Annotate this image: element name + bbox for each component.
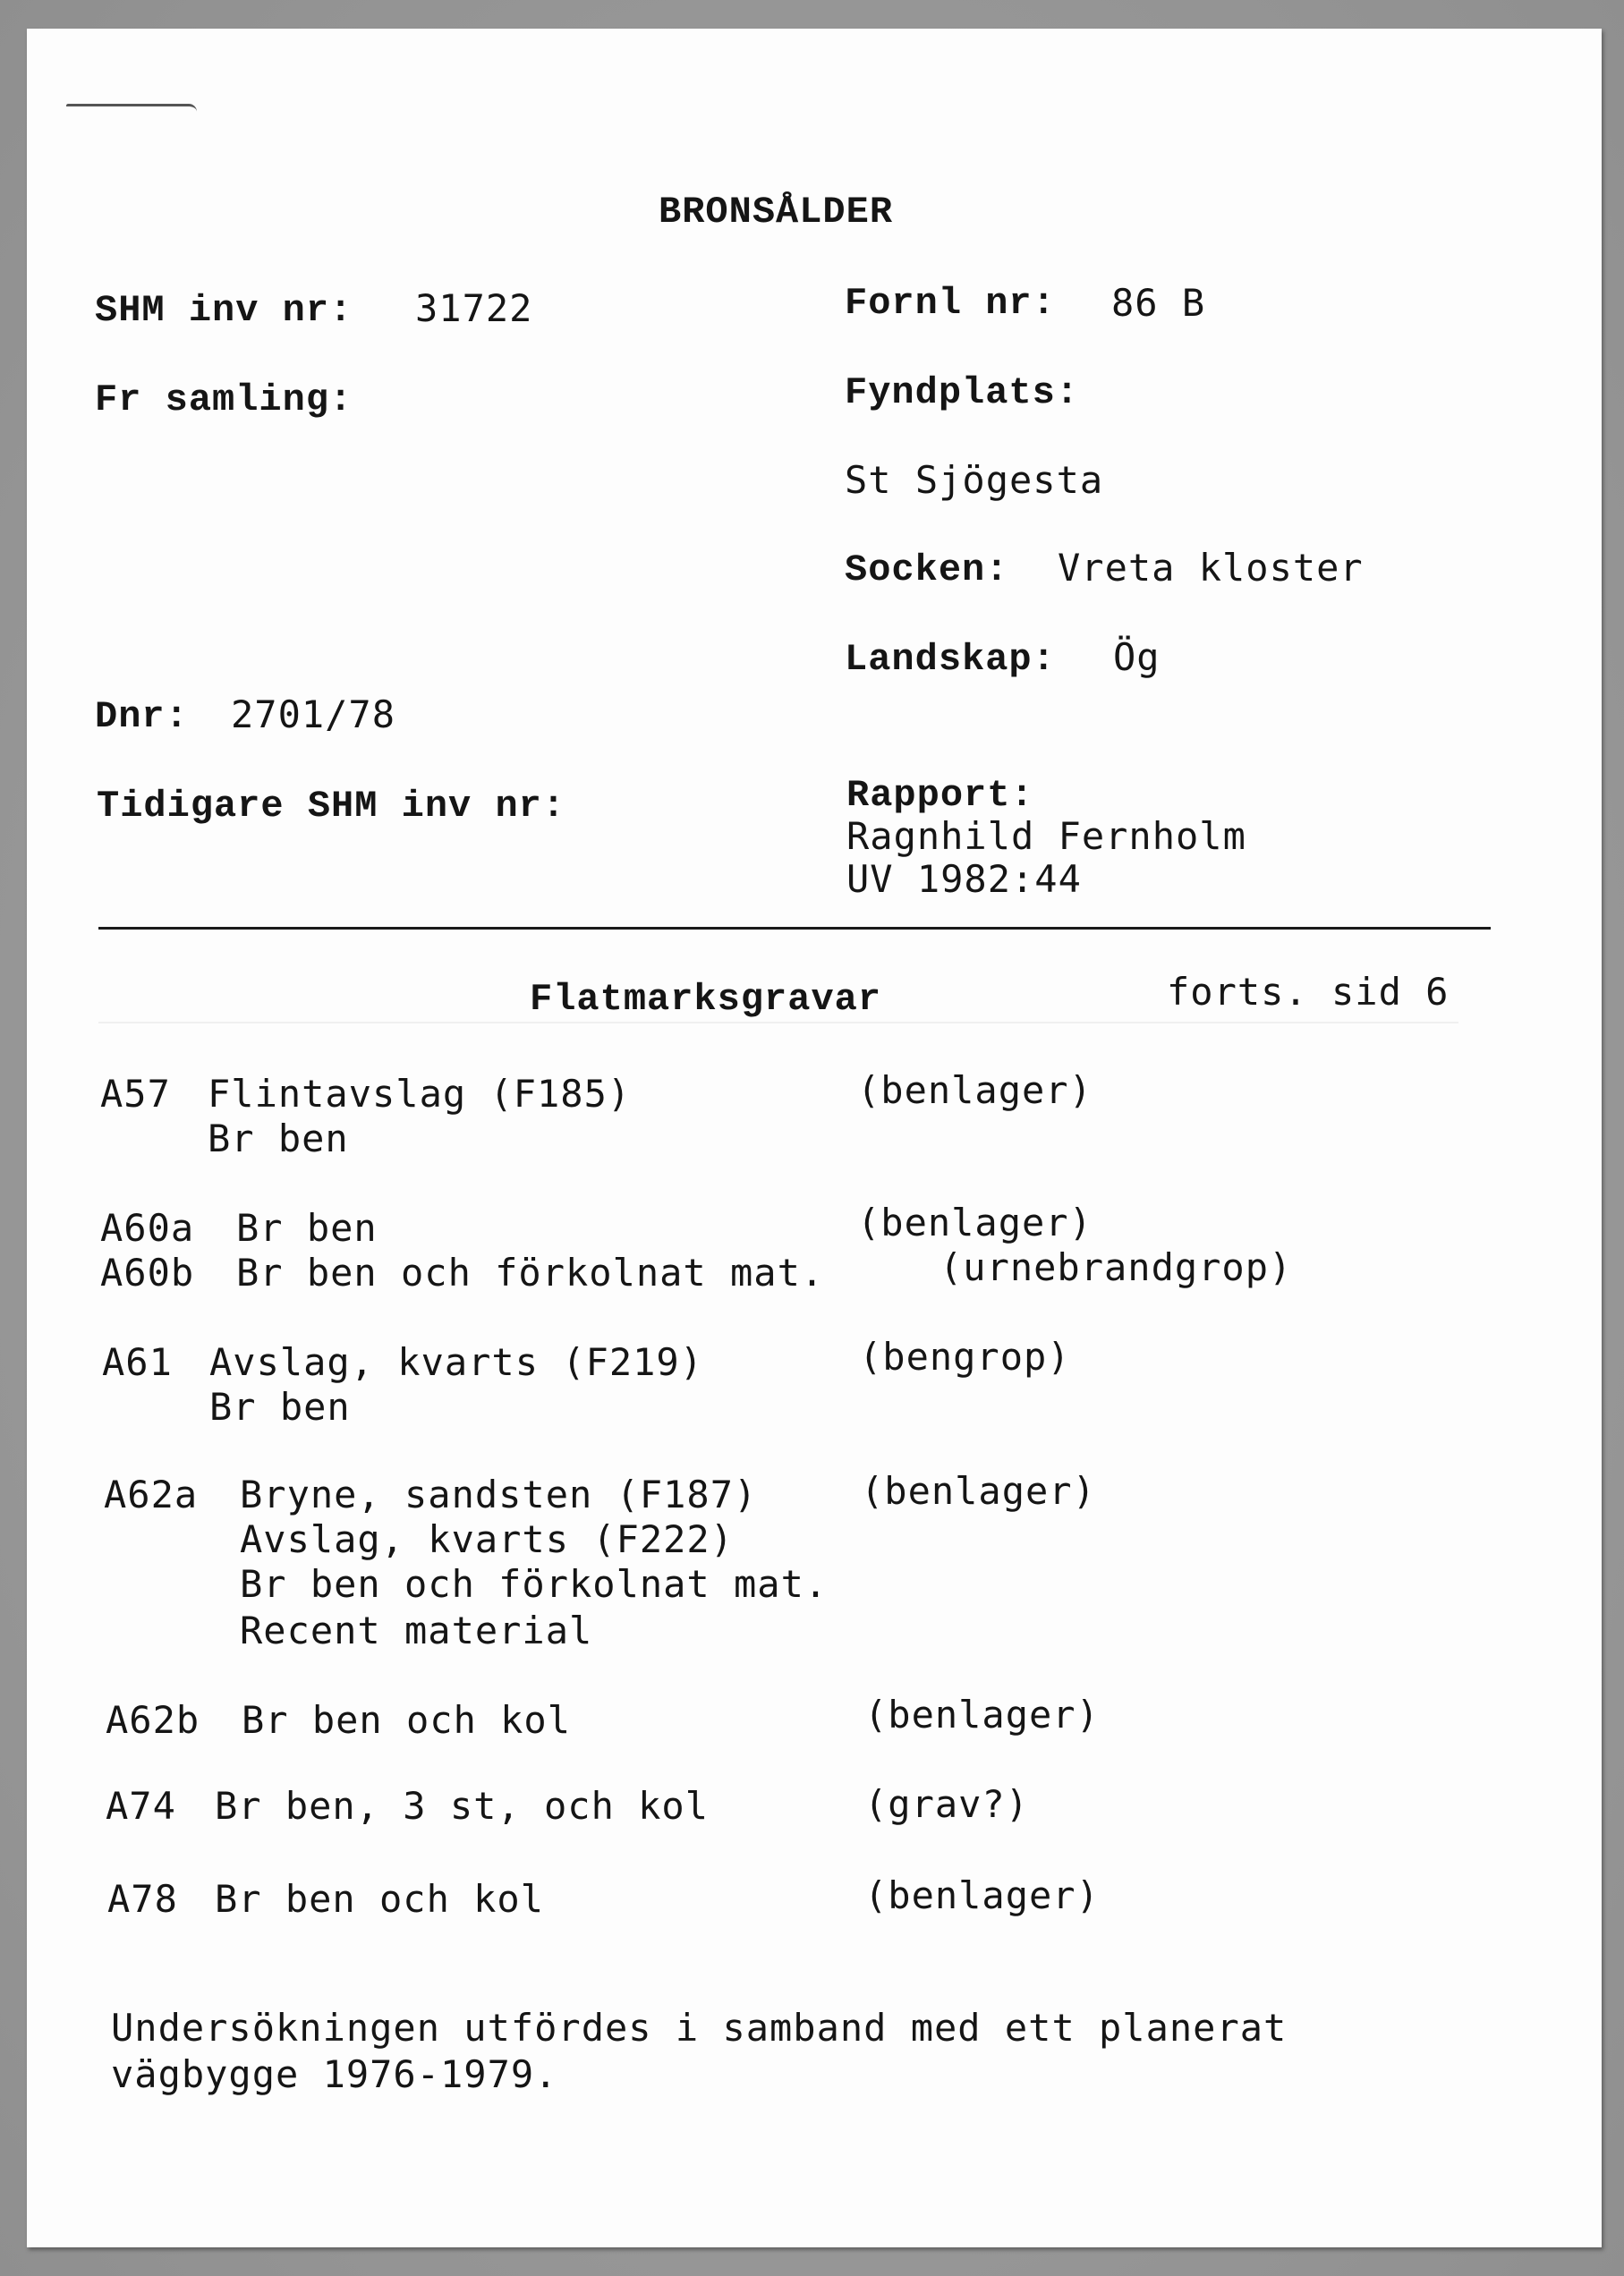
fr-samling-label: Fr samling: [95,378,353,421]
fornl-nr-label: Fornl nr: [845,282,1056,325]
entry-description: Avslag, kvarts (F219) [209,1340,704,1384]
entry-id: A61 [102,1340,173,1384]
entry-description: Br ben, 3 st, och kol [215,1784,710,1828]
dnr-label: Dnr: [95,695,189,738]
entry-description: Flintavslag (F185) [208,1072,632,1116]
fornl-nr-value: 86 B [1111,281,1206,325]
entry-description: Br ben [236,1206,378,1250]
entry-category: (benlager) [864,1873,1100,1917]
tidigare-shm-label: Tidigare SHM inv nr: [97,785,566,828]
entry-id: A62b [106,1698,200,1742]
socken-label: Socken: [845,548,1009,591]
entry-id: A60b [100,1251,195,1295]
entry-category: (benlager) [864,1693,1100,1737]
entry-description: Recent material [240,1609,593,1652]
show-through-ghost [98,1022,1458,1031]
document-page [27,29,1602,2247]
entry-id: A60a [100,1206,195,1250]
section-divider [98,927,1491,930]
entry-category: (grav?) [864,1782,1030,1826]
entry-category: (benlager) [857,1201,1093,1244]
entry-description: Br ben och förkolnat mat. [240,1562,829,1606]
document-title: BRONSÅLDER [659,191,894,234]
entry-description: Br ben [209,1385,351,1429]
entry-category: (bengrop) [859,1335,1071,1379]
dnr-value: 2701/78 [231,692,396,736]
entry-category: (urnebrandgrop) [940,1245,1293,1289]
entry-description: Br ben och kol [242,1698,572,1742]
section-heading: Flatmarksgravar [530,978,882,1021]
entry-id: A78 [107,1877,178,1921]
rapport-author: Ragnhild Fernholm [846,814,1246,858]
shm-inv-label: SHM inv nr: [95,289,353,332]
entry-category: (benlager) [857,1068,1093,1112]
entry-description: Br ben och förkolnat mat. [236,1251,825,1295]
shm-inv-value: 31722 [415,286,533,330]
entry-id: A57 [100,1072,171,1116]
entry-id: A62a [104,1473,199,1516]
entry-id: A74 [106,1784,176,1828]
rapport-label: Rapport: [846,774,1034,817]
entry-description: Br ben [208,1117,349,1160]
entry-description: Bryne, sandsten (F187) [240,1473,758,1516]
continuation-note: forts. sid 6 [1167,970,1450,1014]
landskap-label: Landskap: [845,638,1056,681]
entry-category: (benlager) [861,1469,1096,1513]
entry-description: Avslag, kvarts (F222) [240,1517,735,1561]
entry-description: Br ben och kol [215,1877,545,1921]
rapport-reference: UV 1982:44 [846,857,1082,901]
paper-clip-mark [66,104,197,112]
footer-line-2: vägbygge 1976-1979. [111,2052,558,2096]
footer-line-1: Undersökningen utfördes i samband med ett planerat [111,2006,1288,2050]
landskap-value: Ög [1113,635,1161,679]
fyndplats-value: St Sjögesta [845,458,1104,502]
socken-value: Vreta kloster [1058,546,1364,590]
fyndplats-label: Fyndplats: [845,371,1080,414]
